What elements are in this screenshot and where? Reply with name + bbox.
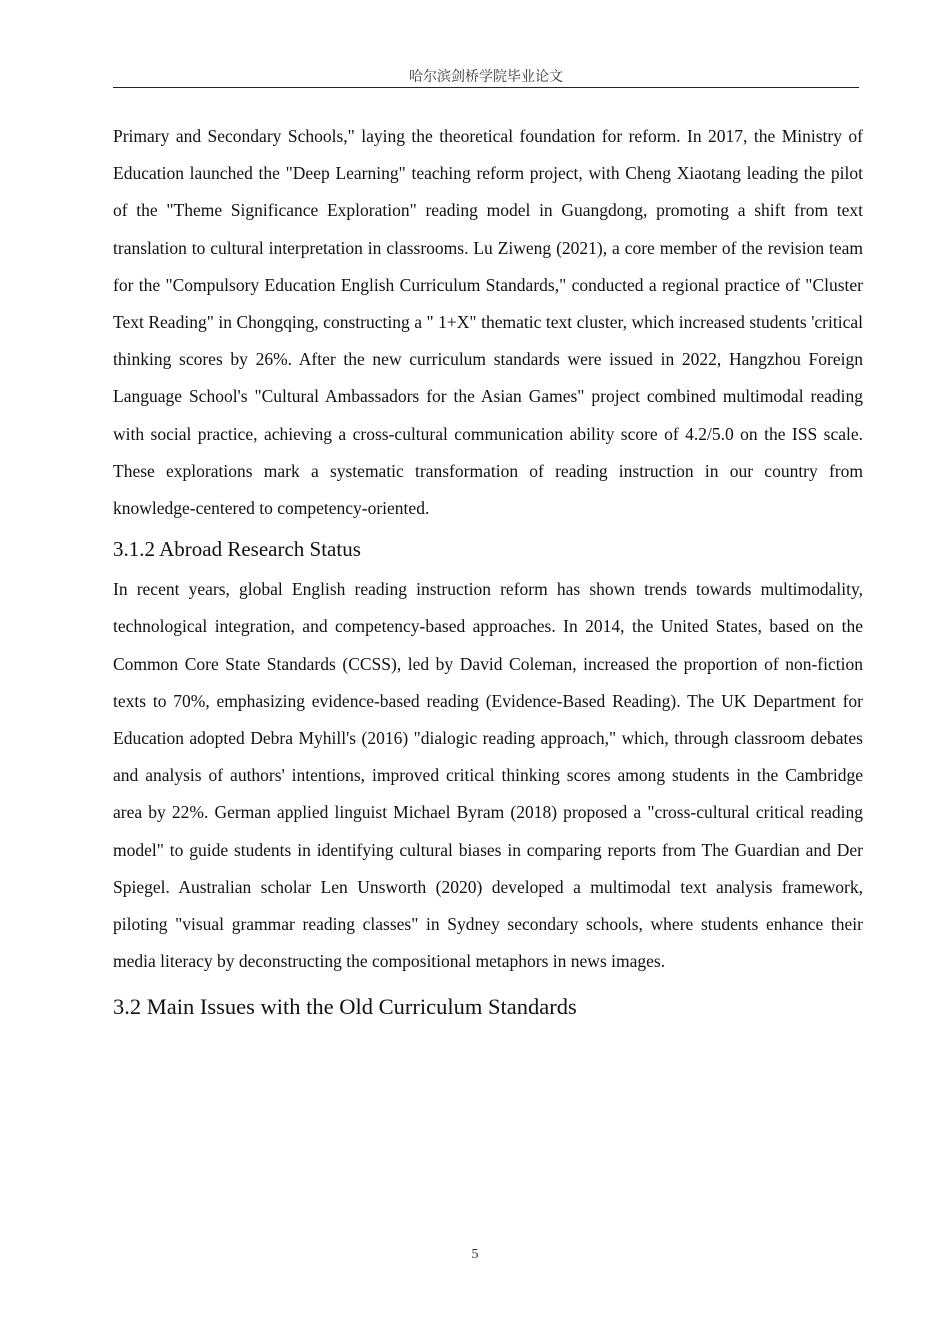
section-heading-3-1-2: 3.1.2 Abroad Research Status — [113, 537, 361, 562]
body-paragraph: In recent years, global English reading instruction reform has shown trends towards multimodality, technological integration, and competency-based approaches. In 2014, the United States, based on the Common Core State Standards (CCSS), led by David Coleman, increased the proportion of non-fiction texts to 70%, emphasizing evidence-based reading (Evidence-Based Reading). The UK Department for Education adopted Debra Myhill's (2016) "dialogic reading approach," which, through classroom debates and analysis of authors' intentions, improved critical thinking scores among students in the Cambridge area by 22%. German applied linguist Michael Byram (2018) proposed a "cross-cultural critical reading model" to guide students in identifying cultural biases in comparing reports from The Guardian and Der Spiegel. Australian scholar Len Unsworth (2020) developed a multimodal text analysis framework, piloting "visual grammar reading classes" in Sydney secondary schools, where students enhance their media literacy by deconstructing the compositional metaphors in news images. — [113, 579, 863, 972]
section-heading-3-2: 3.2 Main Issues with the Old Curriculum Standards — [113, 994, 577, 1020]
page-body — [113, 118, 863, 1026]
header-divider — [113, 87, 859, 88]
page-number: 5 — [471, 1247, 479, 1262]
body-paragraph: Primary and Secondary Schools," laying the theoretical foundation for reform. In 2017, the Ministry of Education launched the "Deep Learning" teaching reform project, with Cheng Xiaotang leading the pilot of the "Theme Significance Exploration" reading model in Guangdong, promoting a shift from text translation to cultural interpretation in classrooms. Lu Ziweng (2021), a core member of the revision team for the "Compulsory Education English Curriculum Standards," conducted a regional practice of "Cluster Text Reading" in Chongqing, constructing a " 1+X" thematic text cluster, which increased students 'critical thinking scores by 26%. After the new curriculum standards were issued in 2022, Hangzhou Foreign Language School's "Cultural Ambassadors for the Asian Games" project combined multimodal reading with social practice, achieving a cross-cultural communication ability score of 4.2/5.0 on the ISS scale. These explorations mark a systematic transformation of reading instruction in our country from knowledge-centered to competency-oriented. — [113, 126, 863, 519]
running-header: 哈尔滨剑桥学院毕业论文 — [409, 69, 563, 85]
